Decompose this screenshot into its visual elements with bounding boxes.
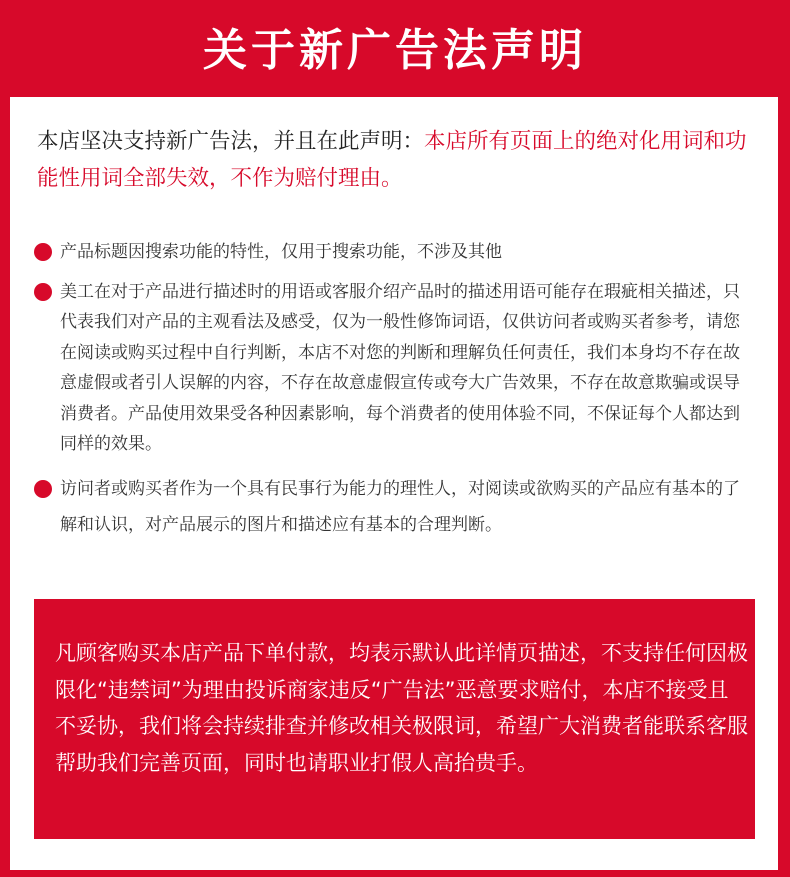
disclaimer-list — [34, 237, 756, 543]
disclaimer-item — [34, 237, 756, 268]
notice-text: 凡顾客购买本店产品下单付款，均表示默认此详情页描述，不支持任何因极限化“违禁词”为理由投诉商家违反“广告法”恶意要求赔付，本店不接受且不妥协，我们将会持续排查并修改相关极限词，希望广大消费者能联系客服帮助我们完善页面，同时也请职业打假人高抬贵手。 — [55, 641, 748, 775]
content-panel — [10, 97, 778, 870]
disclaimer-item — [34, 471, 756, 543]
disclaimer-text: 产品标题因搜索功能的特性，仅用于搜索功能，不涉及其他 — [60, 242, 502, 262]
intro-highlight-text: 本店所有页面上的绝对化用词和功能性用词全部失效，不作为赔付理由。 — [37, 129, 747, 191]
page-title: 关于新广告法声明 — [203, 25, 587, 76]
notice-box — [34, 599, 755, 839]
intro-plain-text: 本店坚决支持新广告法，并且在此声明： — [37, 129, 425, 154]
bullet-dot-icon — [34, 243, 52, 261]
disclaimer-item — [34, 277, 756, 460]
bullet-dot-icon — [34, 283, 52, 301]
intro-statement — [37, 123, 757, 197]
bullet-dot-icon — [34, 480, 52, 498]
disclaimer-text: 访问者或购买者作为一个具有民事行为能力的理性人，对阅读或欲购买的产品应有基本的了解和认识，对产品展示的图片和描述应有基本的合理判断。 — [60, 478, 740, 535]
disclaimer-text: 美工在对于产品进行描述时的用语或客服介绍产品时的描述用语可能存在瑕疵相关描述，只代表我们对产品的主观看法及感受，仅为一般性修饰词语，仅供访问者或购买者参考，请您在阅读或购买过程中自行判断，本店不对您的判断和理解负任何责任，我们本身均不存在故意虚假或者引人误解的内容，不存在故意虚假宣传或夸大广告效果，不存在故意欺骗或误导消费者。产品使用效果受各种因素影响，每个消费者的使用体验不同，不保证每个人都达到同样的效果。 — [60, 281, 740, 454]
